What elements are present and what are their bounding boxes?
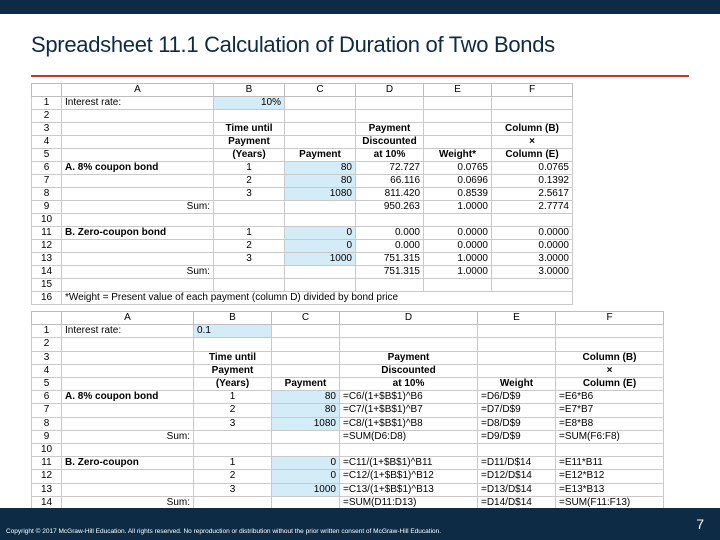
row-number: 6 <box>32 162 62 175</box>
cell-d1 <box>356 97 424 110</box>
cell-c3 <box>285 123 356 136</box>
cell-b5: (Years) <box>194 378 272 391</box>
cell-b11: 1 <box>194 457 272 470</box>
cell-b13: 3 <box>214 253 285 266</box>
cell-e15 <box>424 279 492 292</box>
column-header: A <box>62 312 194 325</box>
row-number: 7 <box>32 404 62 417</box>
cell-d5: at 10% <box>356 149 424 162</box>
cell-b4: Payment <box>194 364 272 377</box>
sheet-row <box>32 266 573 279</box>
column-header: C <box>285 84 356 97</box>
cell-f9: 2.7774 <box>492 201 573 214</box>
cell-e9: 1.0000 <box>424 201 492 214</box>
cell-a7 <box>62 175 214 188</box>
cell-f1 <box>492 97 573 110</box>
cell-a6: A. 8% coupon bond <box>62 162 214 175</box>
cell-f3: Column (B) <box>556 351 664 364</box>
cell-d11: 0.000 <box>356 227 424 240</box>
cell-b10 <box>194 444 272 457</box>
cell-b15 <box>214 279 285 292</box>
column-header: E <box>424 84 492 97</box>
sheet-row <box>32 188 573 201</box>
column-header: C <box>272 312 340 325</box>
cell-a8 <box>62 188 214 201</box>
cell-d7: =C7/(1+$B$1)^B7 <box>340 404 478 417</box>
cell-c2 <box>272 338 340 351</box>
sheet-row <box>32 149 573 162</box>
cell-c12: 0 <box>272 470 340 483</box>
row-number: 15 <box>32 279 62 292</box>
cell-e13: =D13/D$14 <box>478 483 556 496</box>
cell-a11: B. Zero-coupon bond <box>62 227 214 240</box>
cell-f14: =SUM(F11:F13) <box>556 496 664 509</box>
cell-f8: 2.5617 <box>492 188 573 201</box>
cell-a14: Sum: <box>62 266 214 279</box>
cell-a4 <box>62 136 214 149</box>
cell-f8: =E8*B8 <box>556 417 664 430</box>
sheet-row <box>32 417 664 430</box>
cell-e4 <box>478 364 556 377</box>
row-number: 4 <box>32 364 62 377</box>
cell-e3 <box>478 351 556 364</box>
cell-b12: 2 <box>194 470 272 483</box>
cell-d6: =C6/(1+$B$1)^B6 <box>340 391 478 404</box>
cell-a12 <box>62 470 194 483</box>
row-number: 8 <box>32 188 62 201</box>
cell-f14: 3.0000 <box>492 266 573 279</box>
cell-b8: 3 <box>194 417 272 430</box>
cell-d1 <box>340 325 478 338</box>
sheet-row <box>32 483 664 496</box>
cell-e12: =D12/D$14 <box>478 470 556 483</box>
sheet-row <box>32 253 573 266</box>
cell-f6: =E6*B6 <box>556 391 664 404</box>
cell-f11: 0.0000 <box>492 227 573 240</box>
cell-c10 <box>285 214 356 227</box>
cell-a3 <box>62 123 214 136</box>
cell-f1 <box>556 325 664 338</box>
cell-c12: 0 <box>285 240 356 253</box>
cell-f5: Column (E) <box>556 378 664 391</box>
row-number: 9 <box>32 201 62 214</box>
cell-c5: Payment <box>285 149 356 162</box>
cell-d3: Payment <box>340 351 478 364</box>
cell-b2 <box>194 338 272 351</box>
title-rule <box>31 75 689 77</box>
cell-c1 <box>272 325 340 338</box>
cell-d13: 751.315 <box>356 253 424 266</box>
row-number: 2 <box>32 338 62 351</box>
cell-e14: =D14/D$14 <box>478 496 556 509</box>
column-header: D <box>340 312 478 325</box>
cell-c9 <box>285 201 356 214</box>
row-number: 16 <box>32 292 62 305</box>
row-number: 14 <box>32 266 62 279</box>
cell-c15 <box>285 279 356 292</box>
cell-c6: 80 <box>272 391 340 404</box>
cell-b6: 1 <box>194 391 272 404</box>
column-header: A <box>62 84 214 97</box>
cell-e7: =D7/D$9 <box>478 404 556 417</box>
cell-d11: =C11/(1+$B$1)^B11 <box>340 457 478 470</box>
sheet-row <box>32 201 573 214</box>
cell-f2 <box>556 338 664 351</box>
cell-b13: 3 <box>194 483 272 496</box>
row-number: 1 <box>32 97 62 110</box>
cell-a5 <box>62 378 194 391</box>
cell-e5: Weight* <box>424 149 492 162</box>
sheet-row <box>32 292 573 305</box>
cell-d12: =C12/(1+$B$1)^B12 <box>340 470 478 483</box>
sheet-row <box>32 325 664 338</box>
sheet-row <box>32 430 664 443</box>
row-number: 13 <box>32 483 62 496</box>
sheet-row <box>32 136 573 149</box>
cell-c3 <box>272 351 340 364</box>
cell-a2 <box>62 110 214 123</box>
cell-d10 <box>356 214 424 227</box>
sheet-row <box>32 378 664 391</box>
sheet-row <box>32 240 573 253</box>
cell-e1 <box>424 97 492 110</box>
row-number: 13 <box>32 253 62 266</box>
cell-e14: 1.0000 <box>424 266 492 279</box>
cell-b3: Time until <box>214 123 285 136</box>
sheet-row <box>32 214 573 227</box>
cell-e8: 0.8539 <box>424 188 492 201</box>
cell-c2 <box>285 110 356 123</box>
cell-a9: Sum: <box>62 430 194 443</box>
cell-b10 <box>214 214 285 227</box>
cell-d9: 950.263 <box>356 201 424 214</box>
sheet-row <box>32 470 664 483</box>
footer-bar <box>0 508 720 540</box>
cell-f10 <box>556 444 664 457</box>
column-header: F <box>556 312 664 325</box>
slide-title: Spreadsheet 11.1 Calculation of Duration of Two Bonds <box>31 32 555 57</box>
cell-f13: 3.0000 <box>492 253 573 266</box>
row-number: 5 <box>32 149 62 162</box>
row-number: 11 <box>32 227 62 240</box>
cell-e11: =D11/D$14 <box>478 457 556 470</box>
cell-c7: 80 <box>272 404 340 417</box>
cell-f10 <box>492 214 573 227</box>
column-header: B <box>194 312 272 325</box>
cell-b11: 1 <box>214 227 285 240</box>
row-number: 9 <box>32 430 62 443</box>
cell-a8 <box>62 417 194 430</box>
cell-b6: 1 <box>214 162 285 175</box>
column-header-row <box>32 312 664 325</box>
row-number: 14 <box>32 496 62 509</box>
row-number: 4 <box>32 136 62 149</box>
cell-b14 <box>214 266 285 279</box>
cell-e3 <box>424 123 492 136</box>
row-number: 11 <box>32 457 62 470</box>
column-header: F <box>492 84 573 97</box>
cell-e13: 1.0000 <box>424 253 492 266</box>
cell-a1: Interest rate: <box>62 97 214 110</box>
row-number: 7 <box>32 175 62 188</box>
cell-b2 <box>214 110 285 123</box>
sheet-row <box>32 97 573 110</box>
spreadsheet-formulas <box>31 311 664 510</box>
cell-d15 <box>356 279 424 292</box>
sheet-row <box>32 227 573 240</box>
cell-d2 <box>356 110 424 123</box>
cell-c6: 80 <box>285 162 356 175</box>
cell-c4 <box>285 136 356 149</box>
cell-e10 <box>424 214 492 227</box>
sheet-row <box>32 404 664 417</box>
cell-a6: A. 8% coupon bond <box>62 391 194 404</box>
cell-a11: B. Zero-coupon <box>62 457 194 470</box>
row-number: 12 <box>32 470 62 483</box>
copyright-notice: Copyright © 2017 McGraw-Hill Education. All rights reserved. No reproduction or distribution without the prior written consent of McGraw-Hill Education. <box>6 528 442 535</box>
cell-c13: 1000 <box>285 253 356 266</box>
cell-d6: 72.727 <box>356 162 424 175</box>
cell-a9: Sum: <box>62 201 214 214</box>
cell-b7: 2 <box>214 175 285 188</box>
cell-a3 <box>62 351 194 364</box>
cell-d8: =C8/(1+$B$1)^B8 <box>340 417 478 430</box>
cell-f7: 0.1392 <box>492 175 573 188</box>
cell-d14: =SUM(D11:D13) <box>340 496 478 509</box>
cell-f12: 0.0000 <box>492 240 573 253</box>
cell-c1 <box>285 97 356 110</box>
cell-d12: 0.000 <box>356 240 424 253</box>
cell-e4 <box>424 136 492 149</box>
cell-d13: =C13/(1+$B$1)^B13 <box>340 483 478 496</box>
cell-c5: Payment <box>272 378 340 391</box>
row-number: 3 <box>32 351 62 364</box>
cell-c8: 1080 <box>272 417 340 430</box>
cell-a5 <box>62 149 214 162</box>
row-number: 10 <box>32 214 62 227</box>
cell-c11: 0 <box>285 227 356 240</box>
cell-e10 <box>478 444 556 457</box>
sheet-row <box>32 110 573 123</box>
cell-a13 <box>62 483 194 496</box>
sheet-row <box>32 391 664 404</box>
page-number: 7 <box>696 516 704 532</box>
cell-b9 <box>214 201 285 214</box>
cell-a10 <box>62 444 194 457</box>
row-number: 1 <box>32 325 62 338</box>
row-number: 2 <box>32 110 62 123</box>
sheet-row <box>32 338 664 351</box>
sheet-row <box>32 123 573 136</box>
sheet-row <box>32 364 664 377</box>
cell-f3: Column (B) <box>492 123 573 136</box>
sheet-row <box>32 175 573 188</box>
cell-f4: × <box>492 136 573 149</box>
cell-c10 <box>272 444 340 457</box>
cell-a13 <box>62 253 214 266</box>
cell-e9: =D9/D$9 <box>478 430 556 443</box>
column-header: D <box>356 84 424 97</box>
cell-a10 <box>62 214 214 227</box>
row-number: 3 <box>32 123 62 136</box>
top-bar <box>0 0 720 14</box>
cell-e7: 0.0696 <box>424 175 492 188</box>
cell-b9 <box>194 430 272 443</box>
cell-e2 <box>478 338 556 351</box>
cell-f5: Column (E) <box>492 149 573 162</box>
cell-a12 <box>62 240 214 253</box>
spreadsheet-values <box>31 83 573 305</box>
cell-e1 <box>478 325 556 338</box>
cell-b1: 10% <box>214 97 285 110</box>
cell-d9: =SUM(D6:D8) <box>340 430 478 443</box>
cell-f12: =E12*B12 <box>556 470 664 483</box>
cell-e11: 0.0000 <box>424 227 492 240</box>
cell-f13: =E13*B13 <box>556 483 664 496</box>
cell-d4: Discounted <box>356 136 424 149</box>
cell-b7: 2 <box>194 404 272 417</box>
cell-a7 <box>62 404 194 417</box>
cell-f11: =E11*B11 <box>556 457 664 470</box>
sheet-row <box>32 444 664 457</box>
cell-c4 <box>272 364 340 377</box>
column-header: E <box>478 312 556 325</box>
cell-d3: Payment <box>356 123 424 136</box>
column-header: B <box>214 84 285 97</box>
cell-a16: *Weight = Present value of each payment (column D) divided by bond price <box>62 292 573 305</box>
sheet-row <box>32 162 573 175</box>
cell-d5: at 10% <box>340 378 478 391</box>
corner-cell <box>32 312 62 325</box>
cell-a1: Interest rate: <box>62 325 194 338</box>
cell-b3: Time until <box>194 351 272 364</box>
cell-d7: 66.116 <box>356 175 424 188</box>
cell-f7: =E7*B7 <box>556 404 664 417</box>
cell-a2 <box>62 338 194 351</box>
cell-c7: 80 <box>285 175 356 188</box>
cell-c13: 1000 <box>272 483 340 496</box>
column-header-row <box>32 84 573 97</box>
cell-d2 <box>340 338 478 351</box>
cell-a15 <box>62 279 214 292</box>
cell-b8: 3 <box>214 188 285 201</box>
cell-d8: 811.420 <box>356 188 424 201</box>
cell-e5: Weight <box>478 378 556 391</box>
cell-f2 <box>492 110 573 123</box>
cell-d14: 751.315 <box>356 266 424 279</box>
cell-d10 <box>340 444 478 457</box>
corner-cell <box>32 84 62 97</box>
cell-f4: × <box>556 364 664 377</box>
sheet-row <box>32 279 573 292</box>
cell-e2 <box>424 110 492 123</box>
sheet-row <box>32 351 664 364</box>
cell-c14 <box>285 266 356 279</box>
cell-e12: 0.0000 <box>424 240 492 253</box>
cell-b5: (Years) <box>214 149 285 162</box>
cell-a4 <box>62 364 194 377</box>
cell-c9 <box>272 430 340 443</box>
cell-f6: 0.0765 <box>492 162 573 175</box>
cell-a14: Sum: <box>62 496 194 509</box>
cell-c8: 1080 <box>285 188 356 201</box>
cell-e8: =D8/D$9 <box>478 417 556 430</box>
cell-b12: 2 <box>214 240 285 253</box>
cell-b1: 0.1 <box>194 325 272 338</box>
row-number: 6 <box>32 391 62 404</box>
cell-e6: =D6/D$9 <box>478 391 556 404</box>
cell-f9: =SUM(F6:F8) <box>556 430 664 443</box>
cell-f15 <box>492 279 573 292</box>
cell-b4: Payment <box>214 136 285 149</box>
row-number: 10 <box>32 444 62 457</box>
cell-d4: Discounted <box>340 364 478 377</box>
row-number: 8 <box>32 417 62 430</box>
row-number: 5 <box>32 378 62 391</box>
cell-e6: 0.0765 <box>424 162 492 175</box>
sheet-row <box>32 457 664 470</box>
cell-c11: 0 <box>272 457 340 470</box>
row-number: 12 <box>32 240 62 253</box>
